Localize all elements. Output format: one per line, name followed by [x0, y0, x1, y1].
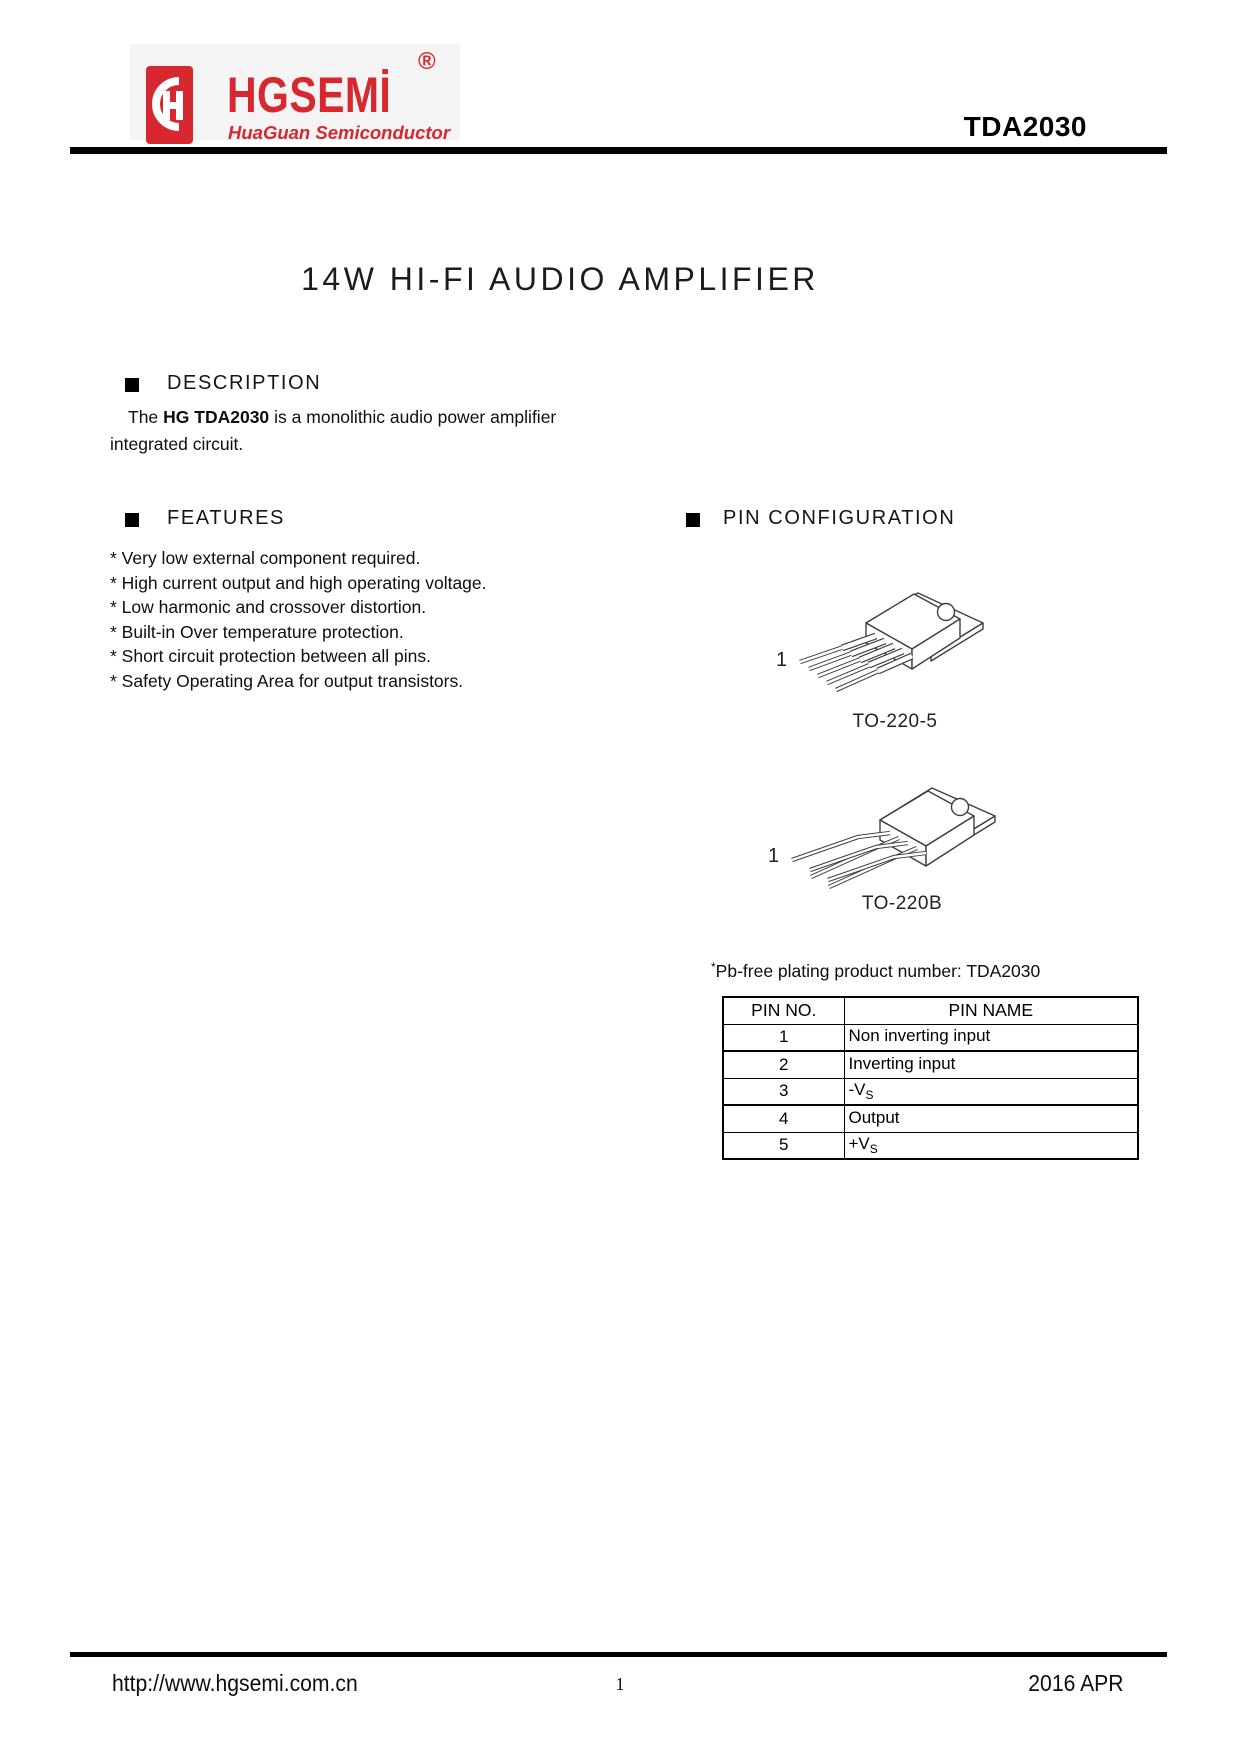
header-rule	[70, 147, 1167, 154]
table-row	[723, 1132, 1138, 1159]
logo-wordmark: HGSEMİ	[227, 67, 392, 123]
pin-name-header: PIN NAME	[844, 997, 1138, 1024]
description-suffix: is a monolithic audio power amplifier integrated circuit.	[110, 407, 557, 454]
pbfree-note-text: Pb-free plating product number: TDA2030	[715, 961, 1041, 981]
section-bullet-icon	[125, 378, 139, 392]
description-heading: DESCRIPTION	[167, 372, 322, 394]
features-list	[110, 546, 630, 694]
pin1-marker: 1	[768, 845, 780, 867]
pin-name-cell: $+V_S$	[844, 1132, 1138, 1159]
description-text	[110, 404, 628, 458]
page-title: 14W HI-FI AUDIO AMPLIFIER	[301, 261, 819, 297]
section-bullet-icon	[125, 513, 139, 527]
feature-item: * Very low external component required.	[110, 548, 421, 568]
feature-item: * Low harmonic and crossover distortion.	[110, 597, 427, 618]
pin-no-cell: 4	[723, 1105, 844, 1132]
pin-name-cell: Inverting input	[844, 1051, 1138, 1078]
pin-name-cell: Output	[844, 1105, 1138, 1132]
table-row	[723, 1051, 1138, 1078]
pin-no-header: PIN NO.	[723, 997, 844, 1024]
description-part-bold: HG TDA2030	[163, 407, 270, 427]
package-caption: TO-220-5	[852, 711, 938, 732]
footer-rule	[70, 1652, 1167, 1657]
footer-url[interactable]: http://www.hgsemi.com.cn	[112, 1670, 358, 1696]
section-bullet-icon	[686, 513, 700, 527]
pin-name-cell: $-V_S$	[844, 1078, 1138, 1105]
to-220-5-package-drawing	[680, 552, 1020, 702]
feature-item: * Safety Operating Area for output transistors.	[110, 670, 464, 691]
pbfree-note-asterisk: *	[711, 960, 716, 974]
footer-date: 2016 APR	[1028, 1670, 1124, 1696]
pin1-marker: 1	[776, 649, 788, 671]
pin-no-cell: 1	[723, 1024, 844, 1051]
pin-no-cell: 3	[723, 1078, 844, 1105]
registered-trademark-icon: ®	[418, 48, 436, 75]
logo-tagline: HuaGuan Semiconductor	[228, 122, 451, 143]
package-leads	[792, 833, 926, 887]
to-220b-package-drawing	[680, 765, 1020, 895]
pin-table-header-row	[723, 997, 1138, 1024]
table-row	[723, 1024, 1138, 1051]
table-row	[723, 1078, 1138, 1105]
feature-item: * High current output and high operating voltage.	[110, 572, 487, 593]
pin-no-cell: 5	[723, 1132, 844, 1159]
pbfree-note	[711, 960, 1040, 982]
table-row	[723, 1105, 1138, 1132]
page-number: 1	[615, 1674, 625, 1694]
package-caption: TO-220B	[861, 893, 943, 914]
pin-configuration-heading: PIN CONFIGURATION	[723, 507, 956, 529]
pin-no-cell: 2	[723, 1051, 844, 1078]
logo	[130, 40, 470, 150]
hgsemi-logo-icon	[146, 66, 193, 144]
feature-item: * Short circuit protection between all pins.	[110, 646, 431, 667]
feature-item: * Built-in Over temperature protection.	[110, 621, 404, 642]
pin-name-cell: Non inverting input	[844, 1024, 1138, 1051]
pin-table	[722, 996, 1139, 1160]
part-number: TDA2030	[963, 111, 1087, 142]
features-heading: FEATURES	[167, 507, 285, 529]
description-prefix: The	[128, 407, 159, 427]
